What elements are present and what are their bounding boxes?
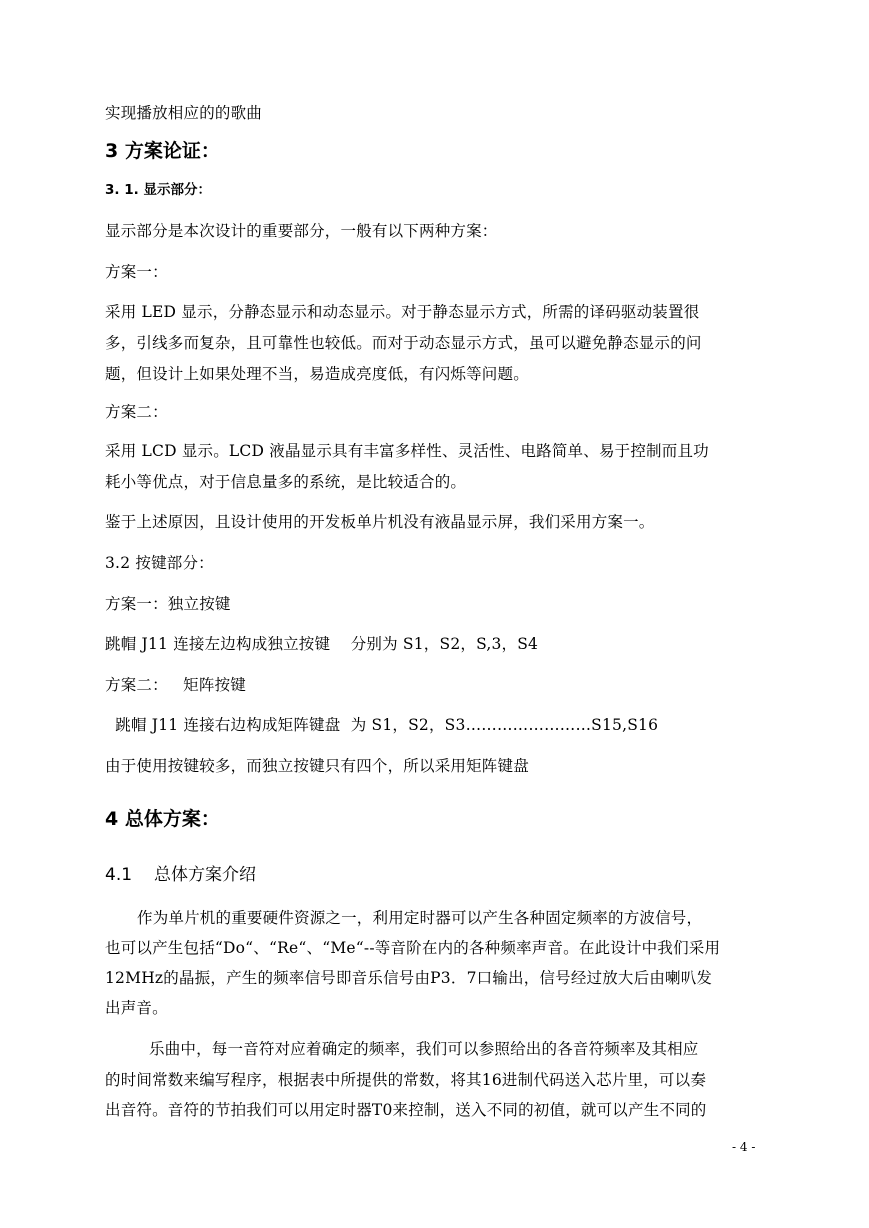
text-line: 方案二： [105,403,168,421]
text-line: 乐曲中，每一音符对应着确定的频率，我们可以参照给出的各音符频率及其相应 [149,1040,699,1058]
text-line: 跳帽 J11 连接右边构成矩阵键盘 为 S1，S2，S3……………………S15,S16 [105,716,659,734]
heading-title: 总体方案介绍 [154,865,257,885]
text-line: 也可以产生包括“Do“、“Re“、“Me“--等音阶在内的各种频率声音。在此设计中我们采用 [105,939,721,957]
text-line: 耗小等优点，对于信息量多的系统，是比较适合的。 [105,473,467,491]
text-line: 方案一：独立按键 [105,595,231,613]
text-line: 多，引线多而复杂，且可靠性也较低。而对于动态显示方式，虽可以避免静态显示的问 [105,334,702,352]
text-line: 方案一： [105,263,168,281]
text-line: 方案二： 矩阵按键 [105,676,246,694]
text-line: 的时间常数来编写程序，根据表中所提供的常数，将其16进制代码送入芯片里，可以奏 [105,1071,707,1089]
text-line: 出声音。 [105,999,168,1017]
text-line: 由于使用按键较多，而独立按键只有四个，所以采用矩阵键盘 [105,757,529,775]
text-line: 作为单片机的重要硬件资源之一，利用定时器可以产生各种固定频率的方波信号， [137,909,703,927]
text-line: 显示部分是本次设计的重要部分，一般有以下两种方案： [105,222,498,240]
subsection-heading-4-1 [105,864,256,886]
text-line: 出音符。音符的节拍我们可以用定时器T0来控制，送入不同的初值，就可以产生不同的 [105,1101,707,1119]
heading-number: 4.1 [105,865,133,885]
text-line: 鉴于上述原因，且设计使用的开发板单片机没有液晶显示屏，我们采用方案一。 [105,513,655,531]
text-line: 实现播放相应的的歌曲 [105,104,263,122]
text-line: 题，但设计上如果处理不当，易造成亮度低，有闪烁等问题。 [105,365,529,383]
subsection-heading-3-2: 3.2 按键部分： [105,554,214,572]
section-heading-4: 4 总体方案： [105,808,220,830]
page-number: - 4 - [732,1140,756,1154]
text-line: 12MHz的晶振，产生的频率信号即音乐信号由P3．7口输出，信号经过放大后由喇叭发 [105,969,713,987]
text-line: 采用 LCD 显示。LCD 液晶显示具有丰富多样性、灵活性、电路简单、易于控制而且功 [105,442,709,460]
text-line: 采用 LED 显示，分静态显示和动态显示。对于静态显示方式，所需的译码驱动装置很 [105,303,700,321]
section-heading-3: 3 方案论证： [105,140,220,162]
subsection-heading-3-1: 3. 1. 显示部分： [105,182,211,198]
text-line: 跳帽 J11 连接左边构成独立按键 分别为 S1，S2，S,3，S4 [105,635,539,653]
